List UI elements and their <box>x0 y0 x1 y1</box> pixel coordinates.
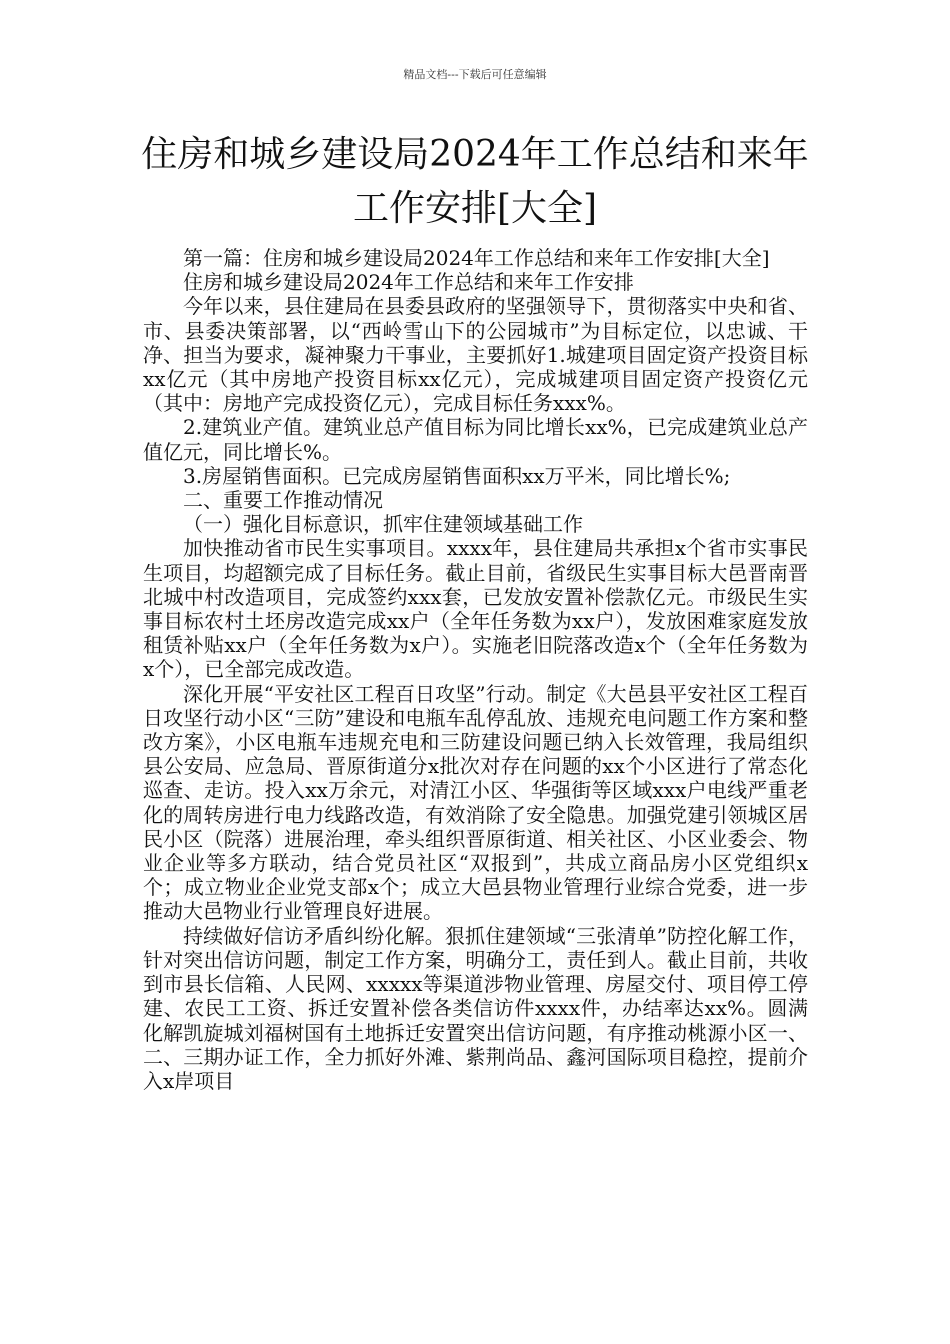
title-line-1: 住房和城乡建设局2024年工作总结和来年 <box>141 134 809 175</box>
heading-subsection-1: （一）强化目标意识，抓牢住建领域基础工作 <box>183 512 583 537</box>
paragraph-livelihood-projects: 加快推动省市民生实事项目。xxxx年，县住建局共承担x个省市实事民生项目，均超额完成了目标任务。截止目前，省级民生实事目标大邑晋南晋北城中村改造项目，完成签约xxx套，已发放安置补偿款亿元。市级民生实事目标农村土坯房改造完成xx户（全年任务数为xx户），发放困难家庭发放租赁补贴xx户（全年任务数为x户）。实施老旧院落改造x个（全年任务数为x个），已全部完成改造。 <box>143 536 808 682</box>
paragraph-intro: 今年以来，县住建局在县委县政府的坚强领导下，贯彻落实中央和省、市、县委决策部署，以“西岭雪山下的公园城市”为目标定位，以忠诚、干净、担当为要求，凝神聚力干事业，主要抓好1.城建项目固定资产投资目标xx亿元（其中房地产投资目标xx亿元），完成城建项目固定资产投资亿元（其中：房地产完成投资亿元），完成目标任务xxx%。 <box>143 294 808 416</box>
title-line-2: 工作安排[大全] <box>352 188 598 229</box>
paragraph-section-heading: 第一篇：住房和城乡建设局2024年工作总结和来年工作安排[大全] <box>183 246 770 270</box>
header-note: 精品文档---下载后可任意编辑 <box>403 68 547 81</box>
paragraph-safe-community: 深化开展“平安社区工程百日攻坚”行动。制定《大邑县平安社区工程百日攻坚行动小区“三防”建设和电瓶车乱停乱放、违规充电问题工作方案和整改方案》，小区电瓶车违规充电和三防建设问题已纳入长效管理，我局组织县公安局、应急局、晋原街道分x批次对存在问题的xx个小区进行了常态化巡查、走访。投入xx万余元，对清江小区、华强街等区域xxx户电线严重老化的周转房进行电力线路改造，有效消除了安全隐患。加强党建引领城区居民小区（院落）进展治理，牵头组织晋原街道、相关社区、小区业委会、物业企业等多方联动，结合党员社区“双报到”，共成立商品房小区党组织x个；成立物业企业党支部x个；成立大邑县物业管理行业综合党委，进一步推动大邑物业行业管理良好进展。 <box>143 681 808 924</box>
paragraph-petitions: 持续做好信访矛盾纠纷化解。狠抓住建领域“三张清单”防控化解工作，针对突出信访问题，制定工作方案，明确分工，责任到人。截止目前，共收到市县长信箱、人民网、xxxxx等渠道涉物业管理、房屋交付、项目停工停建、农民工工资、拆迁安置补偿各类信访件xxxx件，办结率达xx%。圆满化解凯旋城刘福树国有土地拆迁安置突出信访问题，有序推动桃源小区一、二、三期办证工作，全力抓好外滩、紫荆尚品、鑫河国际项目稳控，提前介入x岸项目 <box>143 923 808 1093</box>
document-body <box>143 246 808 1093</box>
paragraph-construction-output: 2.建筑业产值。建筑业总产值目标为同比增长xx%，已完成建筑业总产值亿元，同比增长%。 <box>143 415 808 464</box>
document-title <box>60 128 890 236</box>
paragraph-subtitle: 住房和城乡建设局2024年工作总结和来年工作安排 <box>183 270 634 295</box>
paragraph-housing-sales: 3.房屋销售面积。已完成房屋销售面积xx万平米，同比增长%; <box>183 463 731 488</box>
heading-key-work: 二、重要工作推动情况 <box>183 488 383 513</box>
